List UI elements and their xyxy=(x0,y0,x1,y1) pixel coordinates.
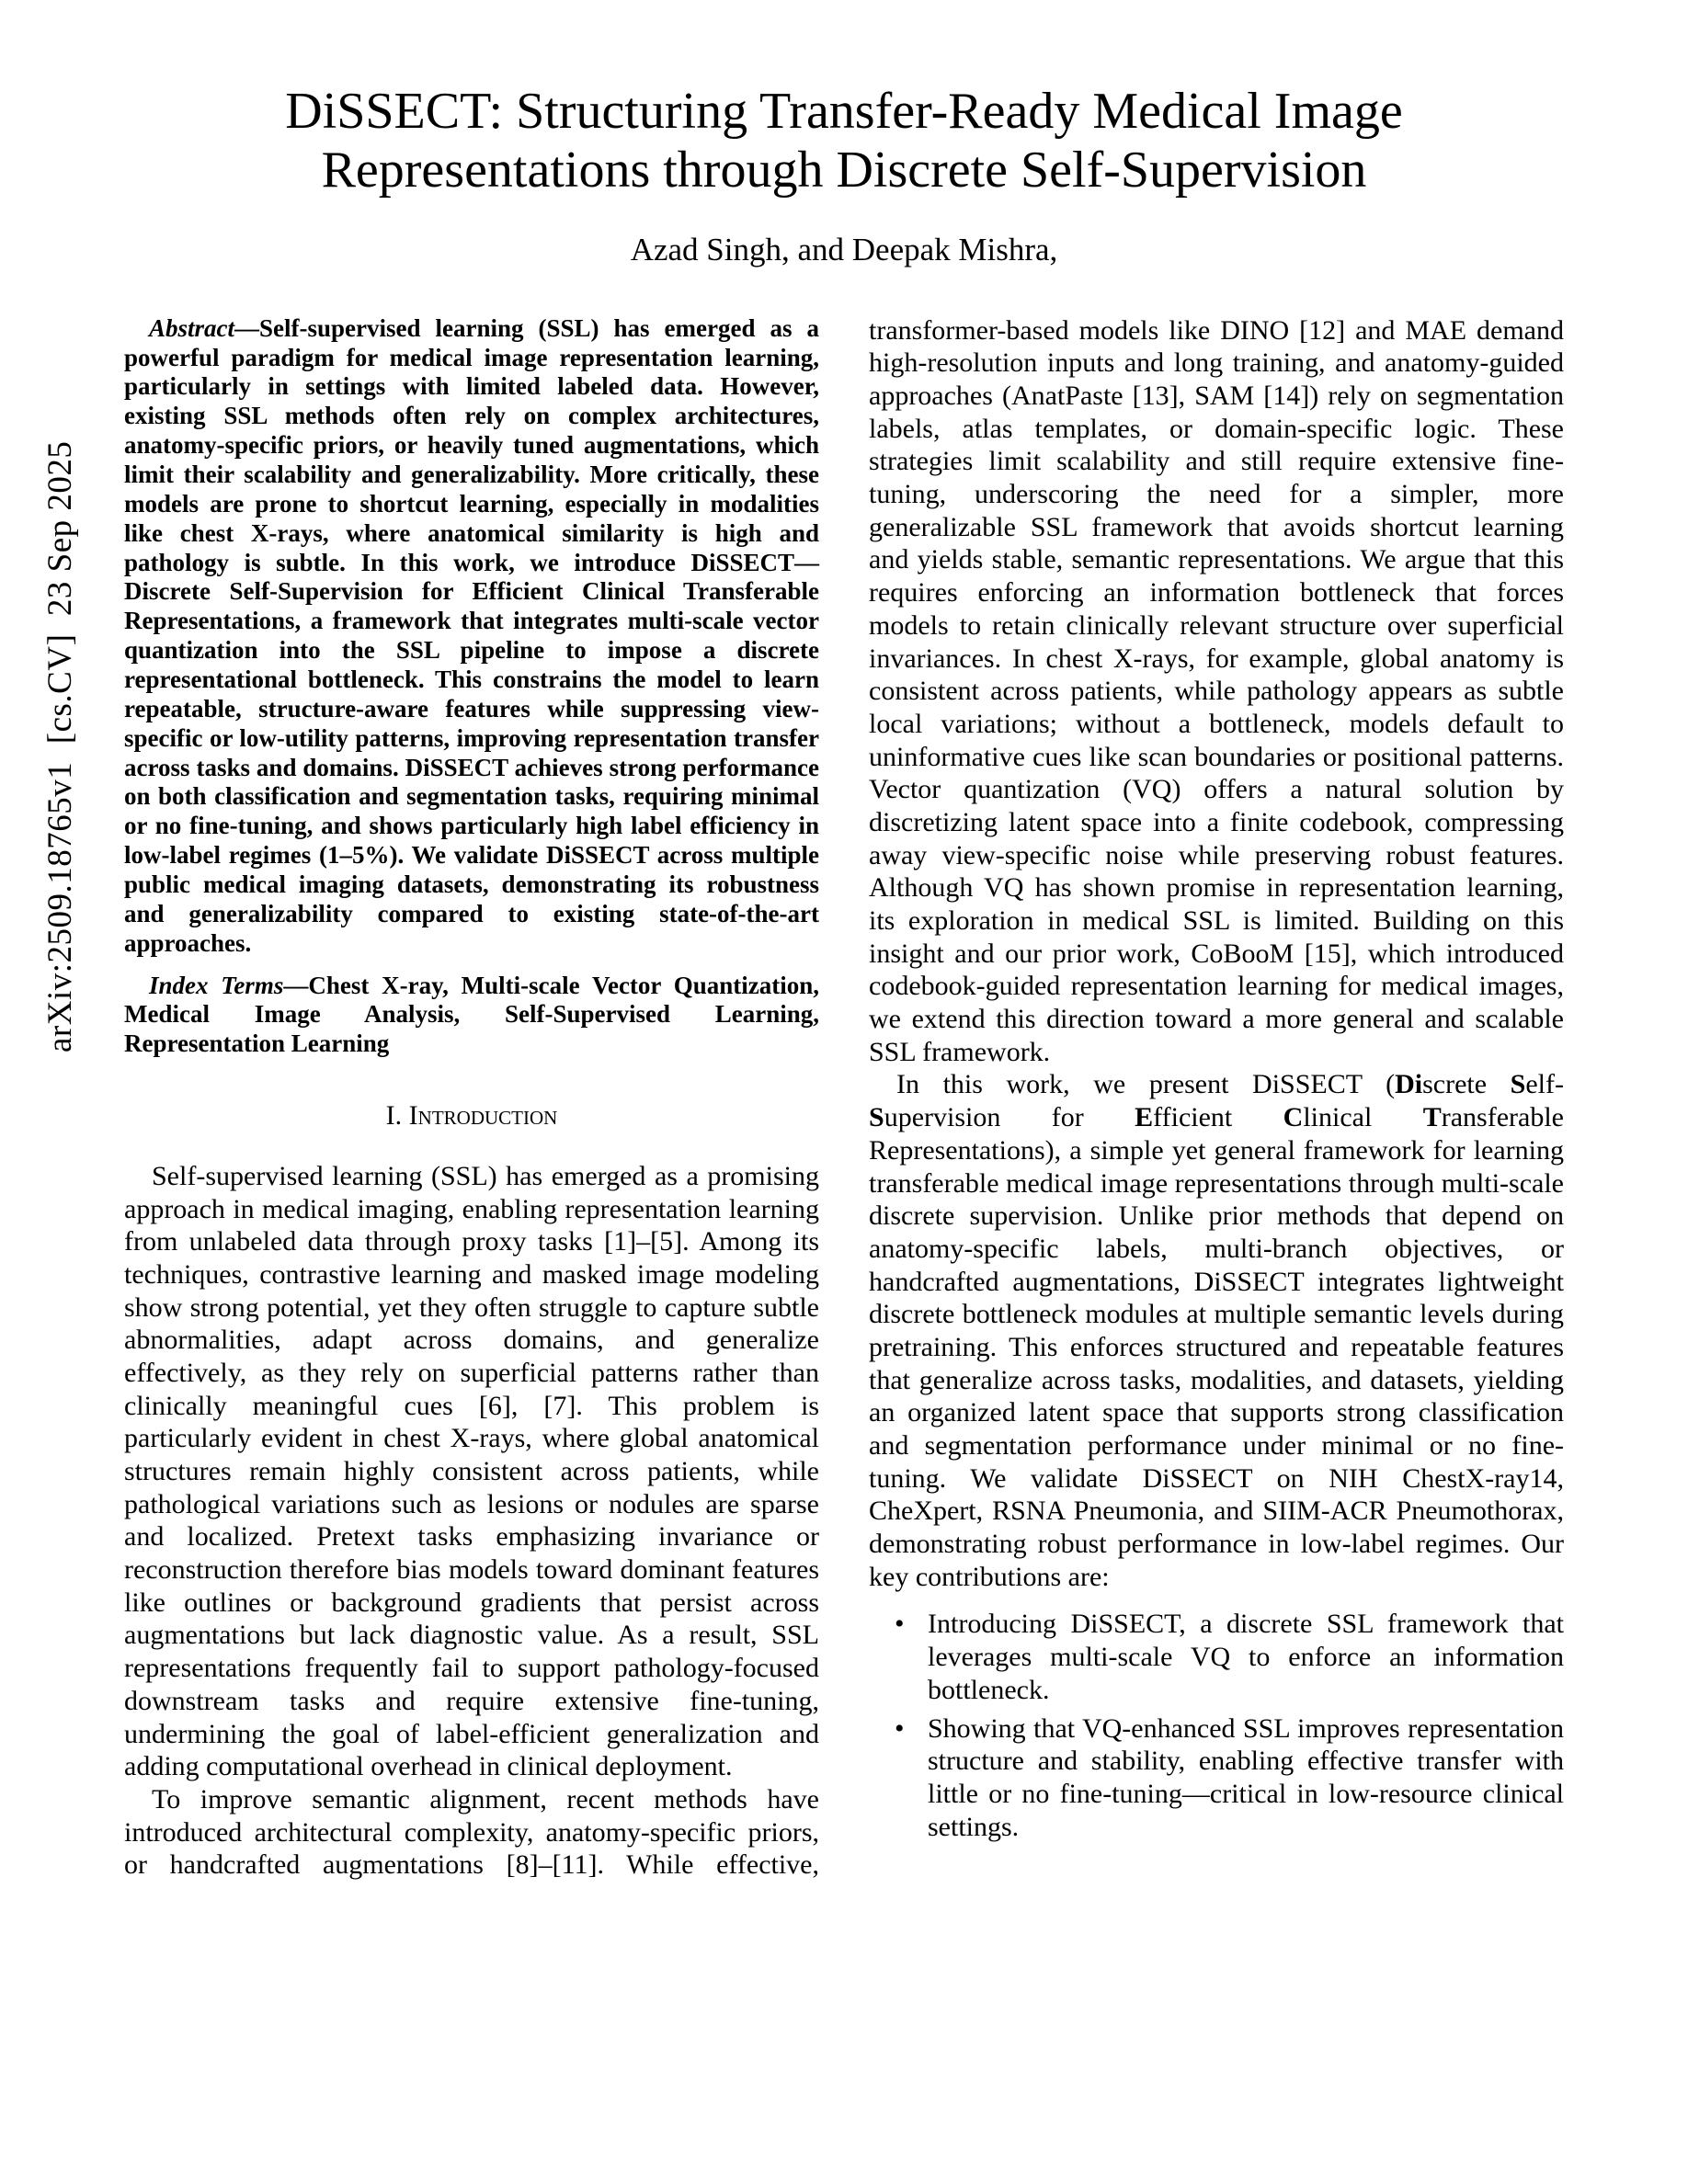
paper-header xyxy=(0,0,1688,268)
index-terms-text: —Chest X-ray, Multi-scale Vector Quantization, Medical Image Analysis, Self-Supervised Learning, Representation Learning xyxy=(124,971,819,1058)
intro-paragraph-2-continued: transformer-based models like DINO [12] and MAE demand high-resolution inputs and long training, and anatomy-guided approaches (AnatPaste [13], SAM [14]) rely on segmentation labels, atlas templates, or domain-specific logic. These strategies limit scalability and still require extensive fine-tuning, underscoring the need for a simpler, more generalizable SSL framework that avoids shortcut learning and yields stable, semantic representations. We argue that this requires enforcing an information bottleneck that forces models to retain clinically relevant structure over superficial invariances. In chest X-rays, for example, global anatomy is consistent across patients, while pathology appears as subtle local variations; without a bottleneck, models default to uninformative cues like scan boundaries or positional patterns. Vector quantization (VQ) offers a natural solution by discretizing latent space into a finite codebook, compressing away view-specific noise while preserving robust features. Although VQ has shown promise in representation learning, its exploration in medical SSL is limited. Building on this insight and our prior work, CoBooM [15], which introduced codebook-guided representation learning for medical images, we extend this direction toward a more general and scalable SSL framework. xyxy=(869,314,1564,1067)
bullet-icon: • xyxy=(895,1609,905,1640)
left-column xyxy=(124,314,819,1882)
bullet-text-contribution-2: Showing that VQ-enhanced SSL improves representation structure and stability, enabling effective transfer with little or no fine-tuning—critical in low-resource clinical settings. xyxy=(928,1712,1564,1842)
two-column-body xyxy=(124,314,1564,1882)
list-item-contribution-2 xyxy=(895,1712,1564,1844)
abstract-text: —Self-supervised learning (SSL) has emerged as a powerful paradigm for medical image representation learning, particularly in settings with limited labeled data. However, existing SSL methods often rely on complex architectures, anatomy-specific priors, or heavily tuned augmentations, which limit their scalability and generalizability. More critically, these models are prone to shortcut learning, especially in modalities like chest X-rays, where anatomical similarity is high and pathology is subtle. In this work, we introduce DiSSECT—Discrete Self-Supervision for Efficient Clinical Transferable Representations, a framework that integrates multi-scale vector quantization into the SSL pipeline to impose a discrete representational bottleneck. This constrains the model to learn repeatable, structure-aware features while suppressing view-specific or low-utility patterns, improving representation transfer across tasks and domains. DiSSECT achieves strong performance on both classification and segmentation tasks, requiring minimal or no fine-tuning, and shows particularly high label efficiency in low-label regimes (1–5%). We validate DiSSECT across multiple public medical imaging datasets, demonstrating its robustness and generalizability compared to existing state-of-the-art approaches. xyxy=(124,313,819,957)
abstract-paragraph xyxy=(124,314,819,959)
arxiv-watermark: arXiv:2509.18765v1 [cs.CV] 23 Sep 2025 xyxy=(41,440,79,1052)
bullet-icon: • xyxy=(895,1712,905,1744)
index-terms-paragraph xyxy=(124,972,819,1060)
index-terms-label: Index Terms xyxy=(149,971,284,999)
intro-paragraph-1: Self-supervised learning (SSL) has emerged as a promising approach in medical imaging, enabling representation learning from unlabeled data through proxy tasks [1]–[5]. Among its techniques, contrastive learning and masked image modeling show strong potential, yet they often struggle to capture subtle abnormalities, adapt across domains, and generalize effectively, as they rely on superficial patterns rather than clinically meaningful cues [6], [7]. This problem is particularly evident in chest X-rays, where global anatomical structures remain highly consistent across patients, while pathological variations such as lesions or nodules are sparse and localized. Pretext tasks emphasizing invariance or reconstruction therefore bias models toward dominant features like outlines or background gradients that persist across augmentations but lack diagnostic value. As a result, SSL representations frequently fail to support pathology-focused downstream tasks and require extensive fine-tuning, undermining the goal of label-efficient generalization and adding computational overhead in clinical deployment. xyxy=(124,1160,819,1782)
contributions-list xyxy=(869,1608,1564,1843)
right-column xyxy=(869,314,1564,1882)
paper-authors: Azad Singh, and Deepak Mishra, xyxy=(630,231,1058,267)
list-item-contribution-1 xyxy=(895,1608,1564,1706)
paper-title: DiSSECT: Structuring Transfer-Ready Medical Image Representations through Discrete Self-Supervision xyxy=(285,83,1403,199)
bullet-text-contribution-1: Introducing DiSSECT, a discrete SSL framework that leverages multi-scale VQ to enforce an information bottleneck. xyxy=(928,1609,1564,1705)
section-heading-introduction: I. Introduction xyxy=(385,1100,558,1132)
abstract-label: Abstract xyxy=(149,313,235,342)
intro-paragraph-2: To improve semantic alignment, recent methods have introduced architectural complexity, anatomy-specific priors, or handcrafted augmentations [8]–[11]. While effective, xyxy=(124,1783,819,1881)
intro-paragraph-3: In this work, we present DiSSECT (Discrete Self-Supervision for Efficient Clinical Transferable Representations), a simple yet general framework for learning transferable medical image representations through multi-scale discrete supervision. Unlike prior methods that depend on anatomy-specific labels, multi-branch objectives, or handcrafted augmentations, DiSSECT integrates lightweight discrete bottleneck modules at multiple semantic levels during pretraining. This enforces structured and repeatable features that generalize across tasks, modalities, and datasets, yielding an organized latent space that supports strong classification and segmentation performance under minimal or no fine-tuning. We validate DiSSECT on NIH ChestX-ray14, CheXpert, RSNA Pneumonia, and SIIM-ACR Pneumothorax, demonstrating robust performance in low-label regimes. Our key contributions are: xyxy=(869,1069,1564,1592)
